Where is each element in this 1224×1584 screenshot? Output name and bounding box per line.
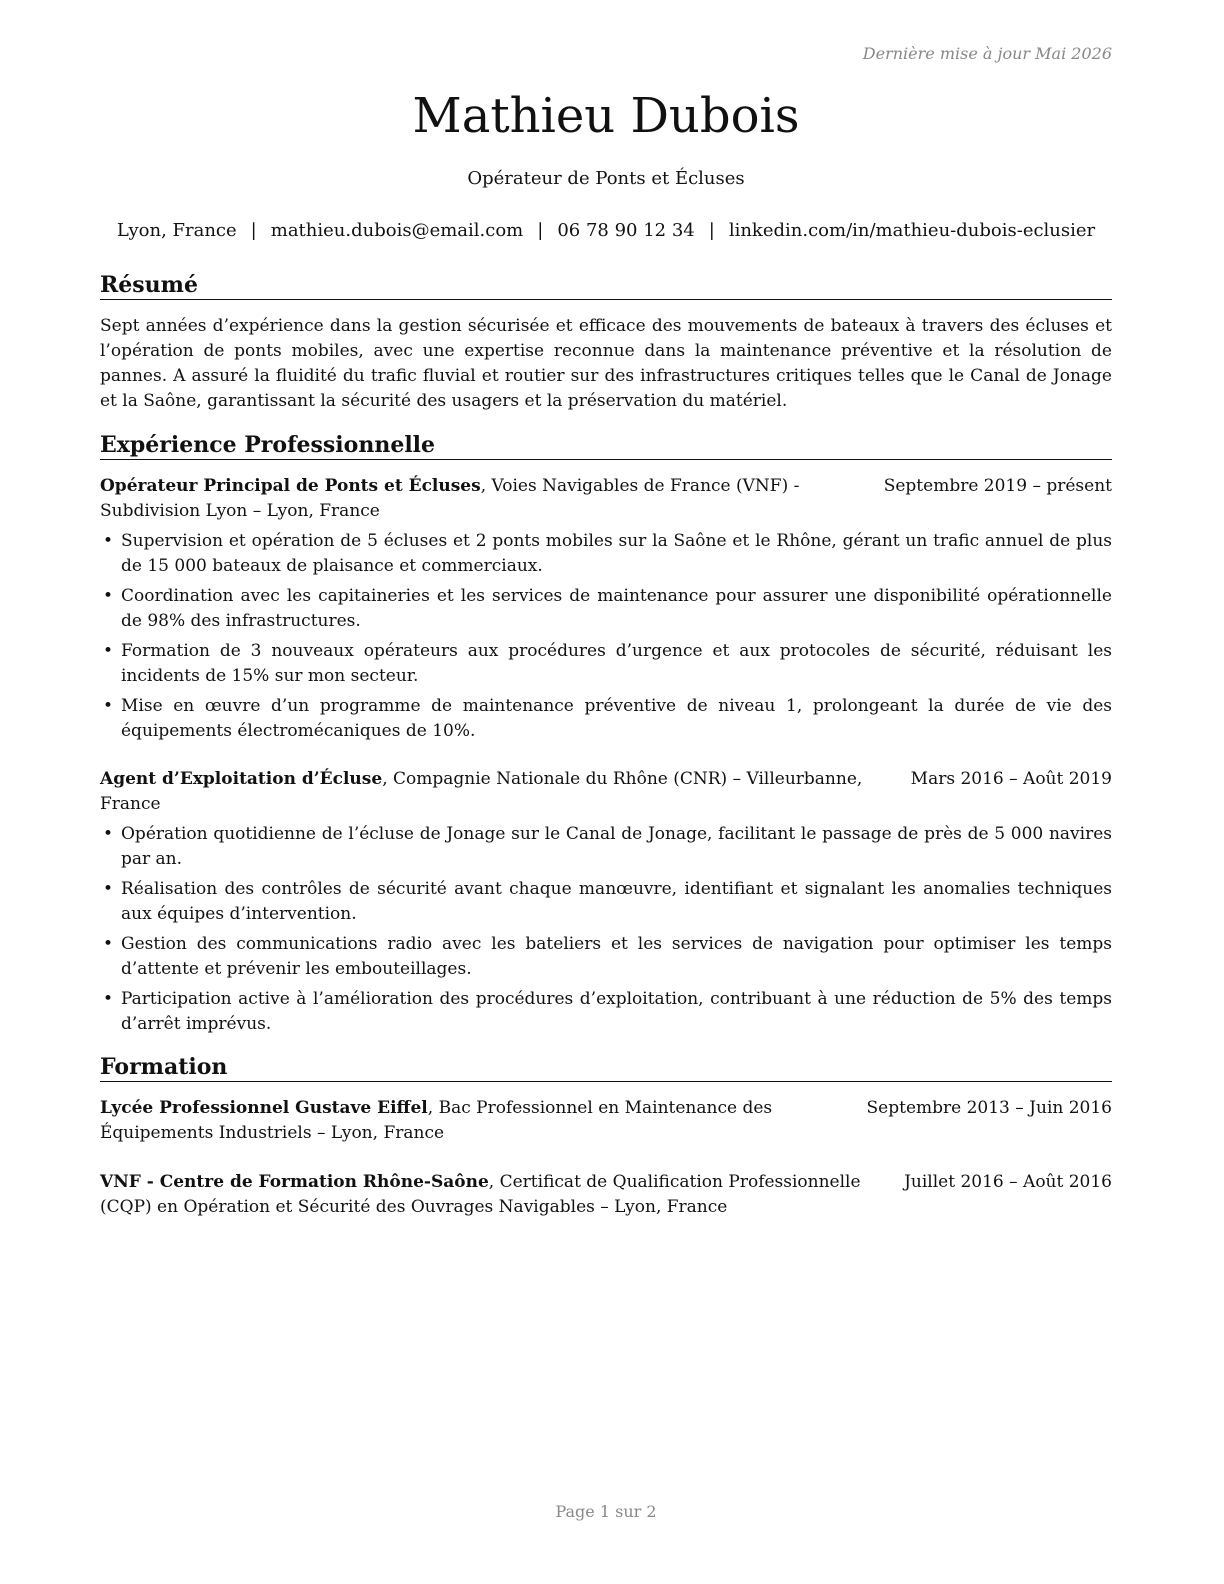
contact-linkedin[interactable]: linkedin.com/in/mathieu-dubois-eclusier (728, 220, 1096, 241)
job-dates: Mars 2016 – Août 2019 (897, 767, 1112, 792)
education-dates: Juillet 2016 – Août 2016 (890, 1170, 1112, 1195)
education-entry (100, 1096, 1112, 1146)
list-item (100, 529, 1112, 579)
list-item (100, 694, 1112, 744)
job-bullets (100, 822, 1112, 1042)
job-role: Agent d’Exploitation d’Écluse (100, 769, 383, 789)
job-header (100, 767, 1112, 817)
job-title: Opérateur de Ponts et Écluses (467, 168, 745, 189)
bullet-text: Coordination avec les capitaineries et les services de maintenance pour assurer une disponibilité opérationnelle de 98% des infrastructures. (121, 586, 1112, 631)
bullet-text: Supervision et opération de 5 écluses et 2 ponts mobiles sur la Saône et le Rhône, gérant un trafic annuel de plus de 15 000 bateaux de plaisance et commerciaux. (121, 531, 1112, 576)
education-detail: , Bac Professionnel en Maintenance des Équipements Industriels – Lyon, France (100, 1098, 773, 1143)
bullet-text: Réalisation des contrôles de sécurité avant chaque manœuvre, identifiant et signalant les anomalies techniques aux équipes d’intervention. (121, 879, 1112, 924)
contact-email[interactable]: mathieu.dubois@email.com (270, 220, 524, 241)
bullet-text: Mise en œuvre d’un programme de maintenance préventive de niveau 1, prolongeant la durée de vie des équipements électromécaniques de 10%. (121, 696, 1112, 741)
education-detail: , Certificat de Qualification Professionnelle (CQP) en Opération et Sécurité des Ouvrages Navigables – Lyon, France (100, 1172, 861, 1217)
job-bullets (100, 529, 1112, 749)
bullet-icon: • (103, 879, 114, 899)
contact-separator: | (250, 220, 257, 241)
education-heading: Formation (100, 1053, 1112, 1082)
education-school: VNF - Centre de Formation Rhône-Saône (100, 1172, 489, 1192)
list-item (100, 987, 1112, 1037)
contact-location: Lyon, France (116, 220, 237, 241)
list-item (100, 877, 1112, 927)
contact-separator: | (708, 220, 715, 241)
contact-phone[interactable]: 06 78 90 12 34 (557, 220, 695, 241)
bullet-text: Opération quotidienne de l’écluse de Jonage sur le Canal de Jonage, facilitant le passage de près de 5 000 navires par an. (121, 824, 1112, 869)
bullet-icon: • (103, 531, 114, 551)
job-dates: Septembre 2019 – présent (870, 474, 1112, 499)
last-updated: Dernière mise à jour Mai 2026 (862, 44, 1112, 63)
resume-page (100, 0, 1112, 1584)
list-item (100, 822, 1112, 872)
summary-heading: Résumé (100, 271, 1112, 300)
bullet-icon: • (103, 934, 114, 954)
job-header (100, 474, 1112, 524)
bullet-text: Gestion des communications radio avec les bateliers et les services de navigation pour optimiser les temps d’attente et prévenir les embouteillages. (121, 934, 1112, 979)
bullet-icon: • (103, 696, 114, 716)
bullet-icon: • (103, 989, 114, 1009)
job-role: Opérateur Principal de Ponts et Écluses (100, 476, 481, 496)
education-entry (100, 1170, 1112, 1220)
education-dates: Septembre 2013 – Juin 2016 (853, 1096, 1112, 1121)
contact-line (100, 219, 1112, 243)
bullet-icon: • (103, 824, 114, 844)
experience-heading: Expérience Professionnelle (100, 431, 1112, 460)
candidate-name: Mathieu Dubois (412, 88, 800, 144)
list-item (100, 584, 1112, 634)
contact-separator: | (537, 220, 544, 241)
list-item (100, 932, 1112, 982)
summary-text: Sept années d’expérience dans la gestion sécurisée et efficace des mouvements de bateaux à travers des écluses et l’opération de ponts mobiles, avec une expertise reconnue dans la maintenance préventive et la résolution de pannes. A assuré la fluidité du trafic fluvial et routier sur des infrastructures critiques telles que le Canal de Jonage et la Saône, garantissant la sécurité des usagers et la préservation du matériel. (100, 316, 1112, 411)
list-item (100, 639, 1112, 689)
education-school: Lycée Professionnel Gustave Eiffel (100, 1098, 428, 1118)
bullet-text: Formation de 3 nouveaux opérateurs aux procédures d’urgence et aux protocoles de sécurité, réduisant les incidents de 15% sur mon secteur. (121, 641, 1112, 686)
page-number: Page 1 sur 2 (555, 1502, 657, 1521)
bullet-text: Participation active à l’amélioration des procédures d’exploitation, contribuant à une réduction de 5% des temps d’arrêt imprévus. (121, 989, 1112, 1034)
job-organization: , Compagnie Nationale du Rhône (CNR) – Villeurbanne, France (100, 769, 863, 814)
bullet-icon: • (103, 641, 114, 661)
job-organization: , Voies Navigables de France (VNF) - Subdivision Lyon – Lyon, France (100, 476, 800, 521)
bullet-icon: • (103, 586, 114, 606)
